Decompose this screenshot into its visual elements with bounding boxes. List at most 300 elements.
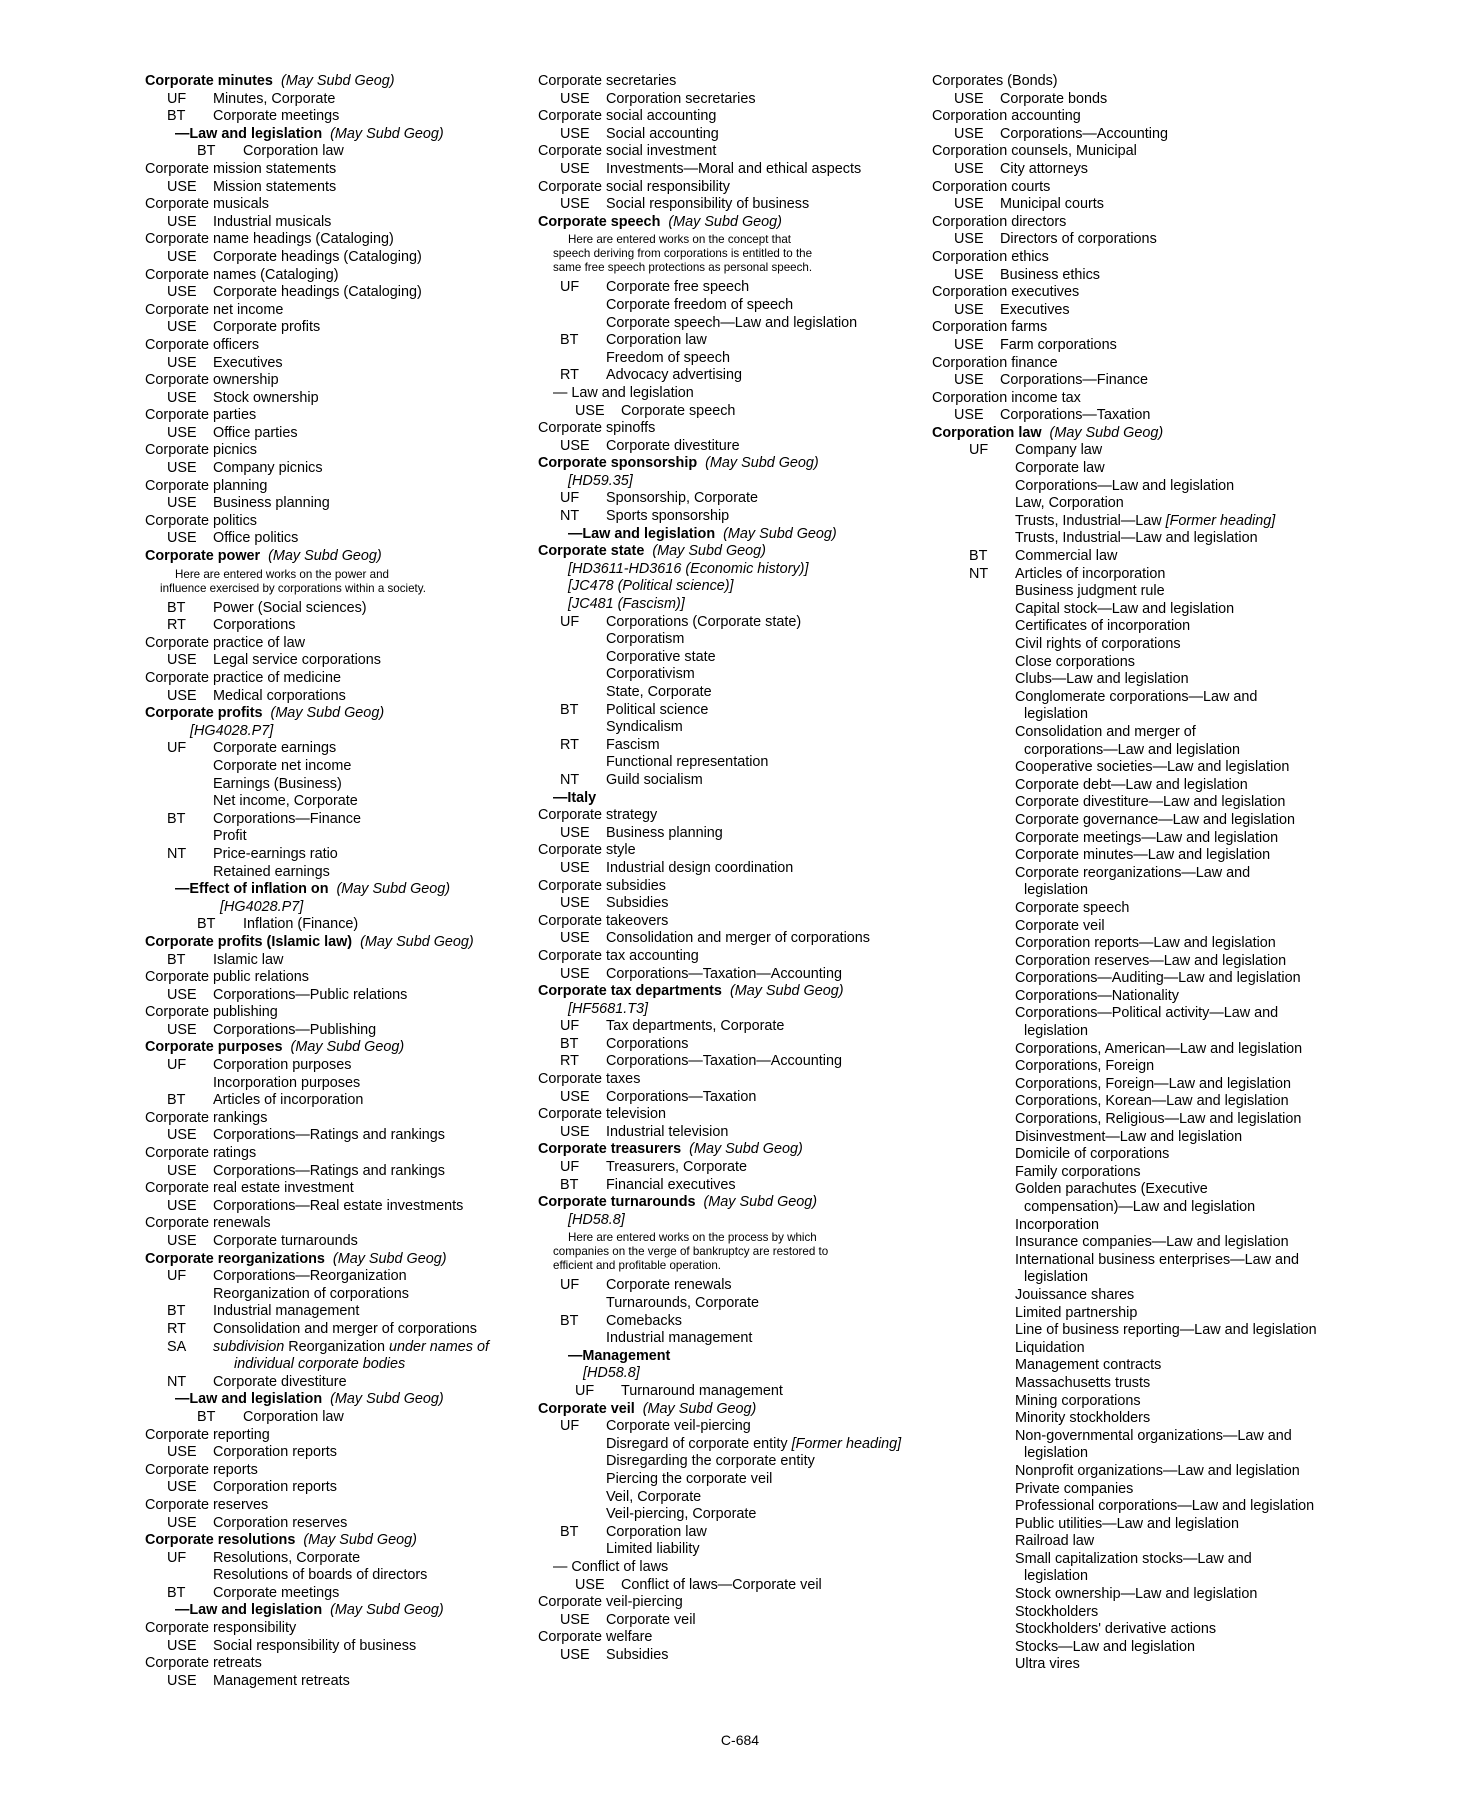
relation-line	[145, 319, 515, 337]
related-term: Resolutions of boards of directors	[213, 1567, 428, 1584]
related-term-line	[932, 654, 1322, 672]
related-term-line	[145, 776, 515, 794]
related-term: Industrial management	[606, 1330, 753, 1347]
relation-tag: NT	[560, 508, 580, 525]
relation-tag: USE	[167, 1162, 197, 1179]
scope-note-text: efficient and profitable operation.	[553, 1259, 722, 1273]
relation-line	[145, 1092, 515, 1110]
column-3	[932, 73, 1322, 1674]
related-term: Limited liability	[606, 1541, 700, 1558]
related-term: Law, Corporation	[1015, 495, 1124, 512]
subdivision-term: —Law and legislation	[568, 525, 716, 542]
relation-line	[538, 1277, 928, 1295]
class-number-text: [HF5681.T3]	[568, 1000, 648, 1017]
related-term: Corporations—Accounting	[1000, 125, 1168, 142]
related-term-line	[538, 666, 928, 684]
heading-entry	[932, 108, 1322, 126]
heading-entry	[932, 319, 1322, 337]
heading-term: Corporate secretaries	[538, 73, 677, 89]
page-number: C-684	[720, 1732, 760, 1748]
related-term-line	[932, 478, 1322, 496]
scope-note-text: influence exercised by corporations within a society.	[160, 581, 426, 595]
relation-tag: USE	[954, 301, 984, 318]
related-term-line	[932, 1005, 1322, 1023]
related-term: Social responsibility of business	[213, 1637, 417, 1654]
heading-term: Corporate speech	[538, 213, 661, 230]
related-term: Corporate net income	[213, 757, 352, 774]
former-heading-note: [Former heading]	[1165, 512, 1276, 529]
related-term: Consolidation and merger of corporations	[606, 930, 870, 947]
subdivision-entry	[145, 881, 515, 899]
related-term: Corporate speech	[1015, 899, 1130, 916]
related-term: Corporations, Korean—Law and legislation	[1015, 1093, 1289, 1110]
heading-entry	[538, 108, 928, 126]
related-term-line	[538, 754, 928, 772]
relation-tag: USE	[560, 160, 590, 177]
relation-tag: BT	[167, 108, 186, 125]
related-term: Ultra vires	[1015, 1656, 1080, 1673]
heading-term: Corporation law	[932, 424, 1042, 441]
related-term: Functional representation	[606, 754, 769, 771]
relation-line	[145, 1585, 515, 1603]
class-number	[538, 578, 928, 596]
relation-line	[538, 1124, 928, 1142]
geographic-qualifier: (May Subd Geog)	[705, 455, 819, 472]
relation-line	[145, 1638, 515, 1656]
related-term: Insurance companies—Law and legislation	[1015, 1234, 1289, 1251]
related-term-line	[932, 935, 1322, 953]
related-term: Corporations	[606, 1035, 689, 1052]
relation-tag: USE	[167, 1444, 197, 1461]
related-term: Small capitalization stocks—Law and	[1015, 1550, 1252, 1567]
related-term: Capital stock—Law and legislation	[1015, 600, 1235, 617]
relation-line	[932, 372, 1322, 390]
related-term-line	[145, 793, 515, 811]
related-term-line	[932, 1516, 1322, 1534]
heading-term: Corporate reporting	[145, 1426, 270, 1443]
related-term: Office parties	[213, 424, 298, 441]
related-term-line	[932, 460, 1322, 478]
relation-line	[145, 1673, 515, 1691]
relation-line	[145, 1057, 515, 1075]
related-term: Corporation law	[606, 1523, 707, 1540]
relation-line	[538, 508, 928, 526]
related-term-line	[932, 1199, 1322, 1217]
heading-entry	[145, 1462, 515, 1480]
geographic-qualifier: (May Subd Geog)	[652, 543, 766, 560]
related-term: Corporation law	[243, 143, 344, 160]
heading-entry	[538, 214, 928, 232]
related-term-line	[932, 1621, 1322, 1639]
related-term-line	[932, 530, 1322, 548]
related-term: Legal service corporations	[213, 652, 381, 669]
related-term: Management contracts	[1015, 1357, 1162, 1374]
relation-line	[538, 332, 928, 350]
related-term-line	[932, 1375, 1322, 1393]
heading-entry	[538, 179, 928, 197]
subdivision-term: —Law and legislation	[175, 1391, 323, 1408]
class-number	[538, 473, 928, 491]
heading-term: Corporate profits (Islamic law)	[145, 933, 353, 950]
relation-line	[145, 425, 515, 443]
related-term: Corporations—Taxation	[606, 1088, 757, 1105]
relation-line	[538, 126, 928, 144]
heading-term: Corporate social investment	[538, 143, 717, 160]
geographic-qualifier: (May Subd Geog)	[668, 213, 782, 230]
related-term-line	[932, 1093, 1322, 1111]
heading-term: Corporate strategy	[538, 807, 658, 824]
relation-line	[145, 688, 515, 706]
relation-line	[145, 460, 515, 478]
related-term: Municipal courts	[1000, 196, 1104, 213]
relation-line	[932, 196, 1322, 214]
heading-entry	[145, 705, 515, 723]
related-term-line	[538, 350, 928, 368]
relation-line	[932, 126, 1322, 144]
related-term: Corporation reports	[213, 1444, 337, 1461]
related-term: Jouissance shares	[1015, 1286, 1135, 1303]
heading-entry	[538, 1194, 928, 1212]
geographic-qualifier: (May Subd Geog)	[330, 125, 444, 142]
related-term-line	[932, 918, 1322, 936]
heading-term: Corporation accounting	[932, 108, 1081, 125]
related-term: Corporation secretaries	[606, 90, 756, 107]
heading-term: Corporate public relations	[145, 969, 309, 986]
heading-term: Corporate rankings	[145, 1109, 268, 1126]
relation-line	[145, 1550, 515, 1568]
related-term: Fascism	[606, 736, 660, 753]
heading-entry	[145, 1110, 515, 1128]
heading-entry	[932, 179, 1322, 197]
relation-tag: USE	[167, 319, 197, 336]
related-term-line	[932, 1234, 1322, 1252]
related-term: Trusts, Industrial—Law	[1015, 512, 1162, 529]
related-term: City attorneys	[1000, 160, 1088, 177]
related-term: Corporations—Auditing—Law and legislation	[1015, 970, 1301, 987]
related-term: Conglomerate corporations—Law and	[1015, 688, 1258, 705]
related-term: Corporations, American—Law and legislation	[1015, 1040, 1303, 1057]
relation-tag: BT	[197, 1408, 216, 1425]
heading-entry	[538, 385, 928, 403]
related-term: Mission statements	[213, 178, 337, 195]
heading-term: Corporation counsels, Municipal	[932, 143, 1137, 160]
heading-entry	[145, 231, 515, 249]
related-term: Inflation (Finance)	[243, 916, 359, 933]
relation-line	[538, 367, 928, 385]
related-term: Nonprofit organizations—Law and legislation	[1015, 1462, 1300, 1479]
related-term: Corporate meetings—Law and legislation	[1015, 829, 1279, 846]
relation-tag: UF	[560, 1277, 580, 1294]
relation-tag: UF	[969, 442, 989, 459]
heading-term: Corporate reorganizations	[145, 1250, 325, 1267]
related-term: Conflict of laws—Corporate veil	[621, 1576, 822, 1593]
relation-tag: USE	[167, 1233, 197, 1249]
related-term: Railroad law	[1015, 1533, 1095, 1550]
class-number	[538, 1001, 928, 1019]
relation-line	[538, 1159, 928, 1177]
class-number	[538, 561, 928, 579]
related-term-line	[932, 689, 1322, 707]
scope-note	[538, 1245, 928, 1259]
related-term: Company picnics	[213, 460, 323, 477]
relation-tag: RT	[167, 1320, 186, 1337]
related-term: Syndicalism	[606, 719, 683, 736]
related-term: Corporations—Law and legislation	[1015, 477, 1235, 494]
relation-tag: USE	[560, 1646, 590, 1663]
related-term: Corporations—Ratings and rankings	[213, 1127, 445, 1144]
related-term-line	[932, 830, 1322, 848]
relation-tag: BT	[560, 332, 579, 349]
heading-term: Corporate ownership	[145, 372, 279, 389]
heading-term: Corporate purposes	[145, 1039, 283, 1056]
related-term: legislation	[1024, 882, 1088, 899]
relation-tag: USE	[954, 90, 984, 107]
related-term-line	[932, 812, 1322, 830]
heading-term: Corporate subsidies	[538, 877, 666, 894]
heading-term: Corporation executives	[932, 284, 1080, 301]
relation-line	[145, 1479, 515, 1497]
related-term: Social accounting	[606, 125, 719, 142]
relation-tag: USE	[167, 1514, 197, 1531]
relation-line	[145, 952, 515, 970]
related-term: Corporate turnarounds	[213, 1233, 358, 1249]
heading-entry	[145, 1251, 515, 1269]
related-term-line	[932, 1058, 1322, 1076]
relation-tag: USE	[167, 284, 197, 301]
related-term: Veil-piercing, Corporate	[606, 1506, 757, 1523]
scope-note	[145, 568, 515, 582]
heading-entry	[932, 73, 1322, 91]
related-term-line	[932, 1041, 1322, 1059]
related-term: Stockholders' derivative actions	[1015, 1621, 1217, 1638]
geographic-qualifier: (May Subd Geog)	[703, 1194, 818, 1211]
heading-entry	[145, 635, 515, 653]
heading-term: Corporate planning	[145, 477, 268, 494]
related-term-line	[145, 864, 515, 882]
relation-tag: RT	[167, 617, 186, 634]
heading-entry	[145, 548, 515, 566]
heading-entry	[538, 73, 928, 91]
related-term: Domicile of corporations	[1015, 1146, 1170, 1163]
relation-line	[145, 179, 515, 197]
related-term-line	[932, 671, 1322, 689]
relation-line	[538, 737, 928, 755]
heading-entry	[932, 425, 1322, 443]
geographic-qualifier: (May Subd Geog)	[360, 933, 474, 950]
related-term-line	[145, 1286, 515, 1304]
related-term: Professional corporations—Law and legislation	[1015, 1498, 1315, 1515]
relation-line	[538, 161, 928, 179]
heading-entry	[538, 983, 928, 1001]
heading-entry	[145, 337, 515, 355]
heading-term: Corporate mission statements	[145, 160, 337, 177]
related-term: Corporations—Ratings and rankings	[213, 1162, 445, 1179]
relation-line	[932, 442, 1322, 460]
relation-line	[145, 1022, 515, 1040]
geographic-qualifier: (May Subd Geog)	[723, 525, 837, 542]
heading-entry	[538, 1401, 928, 1419]
heading-term: — Conflict of laws	[553, 1558, 669, 1575]
relation-tag: USE	[954, 160, 984, 177]
related-term-line	[145, 1075, 515, 1093]
related-term: Political science	[606, 701, 709, 718]
related-term: Executives	[1000, 301, 1070, 318]
related-term: Veil, Corporate	[606, 1488, 702, 1505]
see-also-instruction: under names of	[389, 1338, 489, 1355]
relation-line	[538, 196, 928, 214]
related-term: Corporate bonds	[1000, 90, 1108, 107]
related-term: Price-earnings ratio	[213, 845, 338, 862]
related-term: Stockholders	[1015, 1603, 1099, 1620]
related-term-line	[932, 1357, 1322, 1375]
heading-entry	[145, 161, 515, 179]
related-term: Business judgment rule	[1015, 583, 1165, 600]
related-term-line	[932, 1269, 1322, 1287]
relation-tag: USE	[167, 213, 197, 230]
relation-tag: UF	[167, 1268, 187, 1285]
relation-line	[145, 600, 515, 618]
relation-line	[145, 916, 515, 934]
relation-tag: NT	[167, 1373, 187, 1390]
related-term: Limited partnership	[1015, 1304, 1138, 1321]
relation-line	[145, 355, 515, 373]
relation-tag: RT	[560, 736, 579, 753]
heading-term: Corporate social accounting	[538, 108, 717, 125]
relation-line	[538, 490, 928, 508]
heading-term: Corporate tax accounting	[538, 947, 699, 964]
related-term-line	[932, 882, 1322, 900]
related-term: Disinvestment—Law and legislation	[1015, 1128, 1243, 1145]
relation-line	[538, 1383, 928, 1401]
related-term: Corporatism	[606, 631, 685, 648]
related-term: Corporate reorganizations—Law and	[1015, 864, 1251, 881]
relation-tag: USE	[167, 1197, 197, 1214]
relation-line	[538, 1418, 928, 1436]
relation-line	[145, 1321, 515, 1339]
relation-tag: UF	[560, 1018, 580, 1035]
related-term-line	[932, 759, 1322, 777]
relation-tag: RT	[560, 1053, 579, 1070]
related-term-line	[538, 1541, 928, 1559]
heading-term: Corporate tax departments	[538, 983, 722, 1000]
related-term: Directors of corporations	[1000, 231, 1157, 248]
related-term: legislation	[1024, 706, 1088, 723]
related-term-line	[145, 1356, 515, 1374]
related-term-line	[932, 777, 1322, 795]
related-term: Corporate debt—Law and legislation	[1015, 776, 1248, 793]
relation-line	[538, 279, 928, 297]
related-term-line	[932, 1305, 1322, 1323]
scope-note-text: Here are entered works on the process by which	[568, 1231, 817, 1245]
related-term: Corporativism	[606, 666, 695, 683]
related-term-line	[538, 1295, 928, 1313]
relation-tag: USE	[560, 1611, 590, 1628]
scope-note-text: speech deriving from corporations is entitled to the	[553, 247, 813, 261]
relation-line	[145, 652, 515, 670]
relation-tag: USE	[954, 407, 984, 424]
heading-term: Corporate practice of medicine	[145, 670, 341, 686]
related-term-line	[932, 1393, 1322, 1411]
related-term: Tax departments, Corporate	[606, 1018, 785, 1035]
see-also-subdivision: Reorganization	[284, 1338, 389, 1355]
relation-tag: USE	[167, 354, 197, 371]
related-term: Corporate divestiture	[213, 1373, 347, 1390]
related-term: Consolidation and merger of corporations	[213, 1320, 477, 1337]
related-term-line	[932, 1428, 1322, 1446]
relation-line	[145, 740, 515, 758]
relation-tag: USE	[167, 495, 197, 512]
related-term: Disregarding the corporate entity	[606, 1453, 815, 1470]
related-term: Industrial design coordination	[606, 859, 794, 876]
related-term: Corporate headings (Cataloging)	[213, 248, 422, 265]
relation-line	[538, 702, 928, 720]
related-term: Treasurers, Corporate	[606, 1159, 748, 1176]
scope-note-text: Here are entered works on the power and	[175, 567, 389, 581]
relation-tag: USE	[560, 1088, 590, 1105]
related-term: Corporate veil	[1015, 917, 1105, 934]
heading-entry	[145, 670, 515, 688]
relation-line	[145, 1374, 515, 1392]
relation-tag: BT	[560, 1523, 579, 1540]
related-term: Corporations—Public relations	[213, 986, 408, 1003]
related-term-line	[538, 1330, 928, 1348]
related-term: Corporations, Foreign—Law and legislation	[1015, 1075, 1291, 1092]
heading-term: Corporate sponsorship	[538, 455, 698, 472]
heading-term: Corporate retreats	[145, 1655, 262, 1672]
related-term: Corporations—Finance	[1000, 372, 1148, 389]
related-term: Financial executives	[606, 1176, 736, 1193]
heading-term: Corporate power	[145, 548, 261, 565]
related-term-line	[932, 495, 1322, 513]
related-term: Clubs—Law and legislation	[1015, 671, 1189, 688]
related-term: Comebacks	[606, 1312, 682, 1329]
heading-term: Corporation finance	[932, 354, 1058, 371]
related-term: Corporate meetings	[213, 108, 340, 125]
relation-line	[538, 1647, 928, 1665]
related-term: compensation)—Law and legislation	[1024, 1199, 1256, 1215]
relation-line	[145, 1163, 515, 1181]
relation-line	[538, 91, 928, 109]
relation-tag: UF	[560, 490, 580, 507]
related-term: legislation	[1024, 1269, 1088, 1286]
related-term: Corporate meetings	[213, 1584, 340, 1601]
related-term: Corporate speech—Law and legislation	[606, 314, 858, 331]
relation-tag: BT	[560, 701, 579, 718]
related-term: Subsidies	[606, 1646, 669, 1663]
geographic-qualifier: (May Subd Geog)	[336, 881, 451, 898]
class-number-text: [JC481 (Fascism)]	[568, 596, 685, 613]
related-term-line	[932, 1164, 1322, 1182]
relation-tag: NT	[167, 845, 187, 862]
heading-term: — Law and legislation	[553, 384, 694, 401]
relation-line	[145, 1268, 515, 1286]
subdivision-term: —Effect of inflation on	[175, 881, 329, 898]
heading-entry	[145, 1427, 515, 1445]
heading-entry	[145, 1497, 515, 1515]
related-term: Profit	[213, 828, 247, 845]
relation-line	[538, 1524, 928, 1542]
scope-note	[145, 582, 515, 596]
related-term: Subsidies	[606, 895, 669, 912]
related-term-line	[932, 1181, 1322, 1199]
related-term-line	[932, 1217, 1322, 1235]
related-term-line	[538, 1506, 928, 1524]
subdivision-entry	[538, 790, 928, 808]
related-term: Business planning	[606, 824, 723, 841]
related-term: Corporate speech	[621, 402, 736, 419]
heading-term: Corporate ratings	[145, 1145, 257, 1162]
subdivision-term: —Law and legislation	[175, 1602, 323, 1619]
